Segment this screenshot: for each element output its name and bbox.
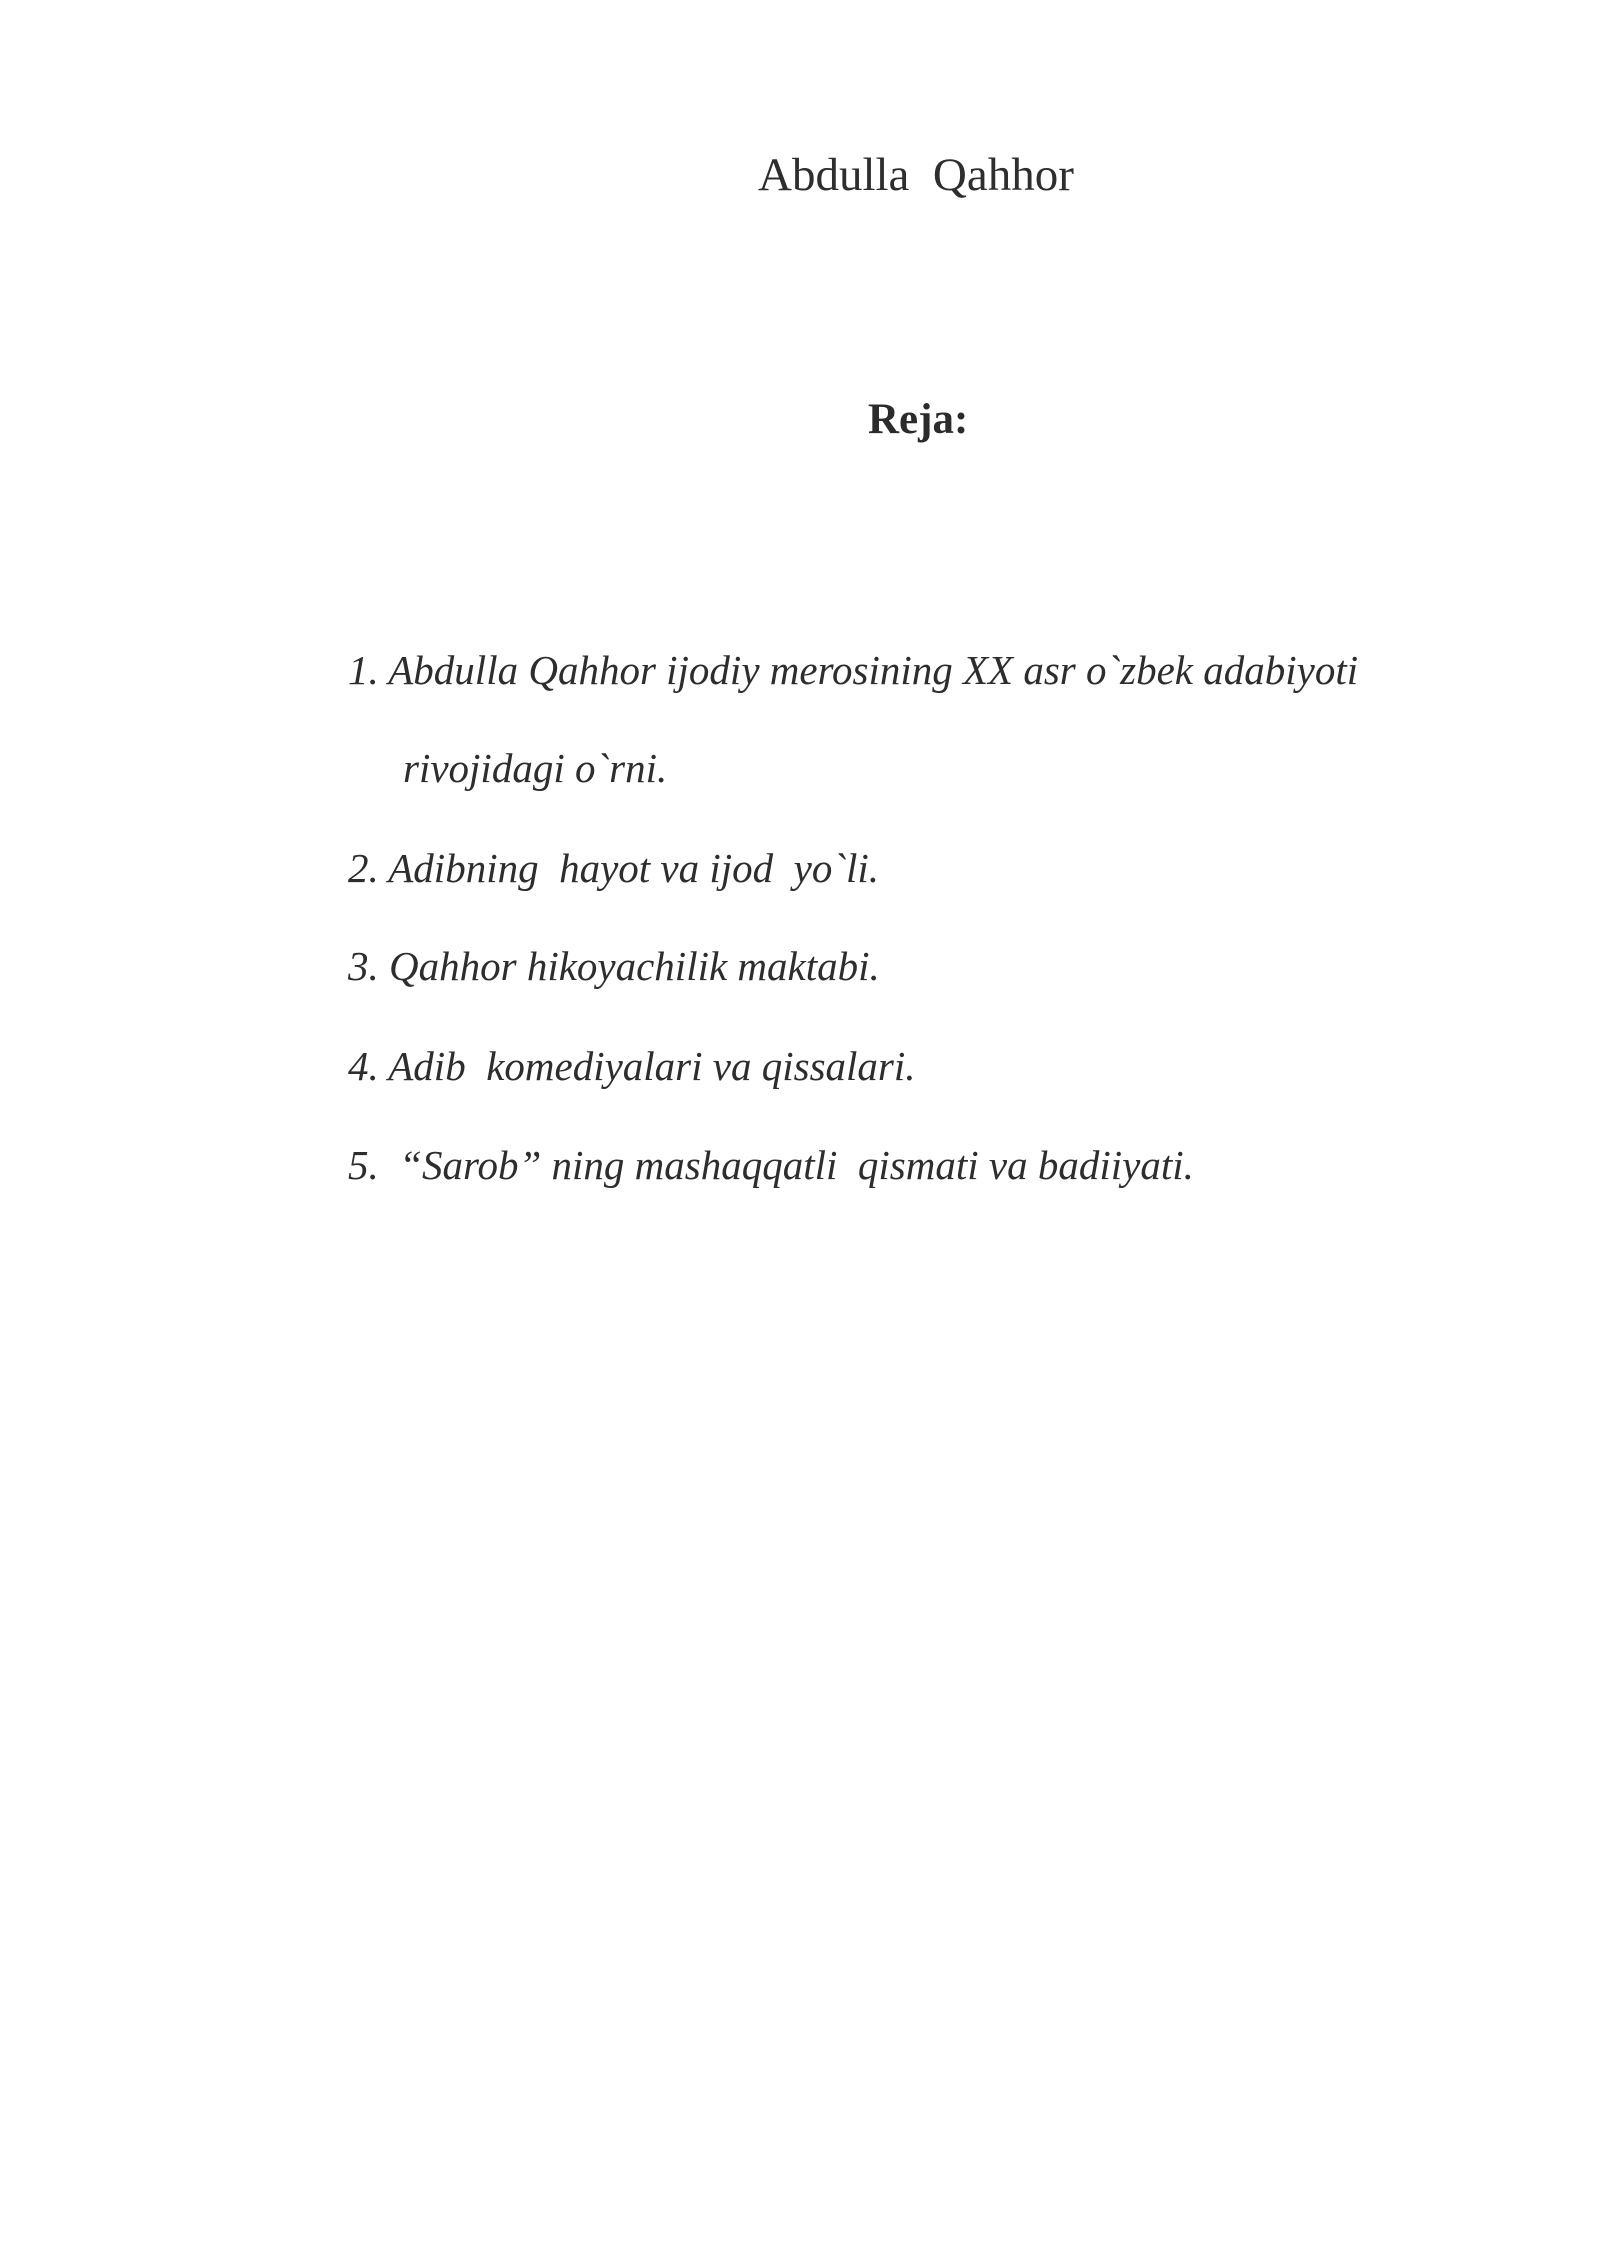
document-title: Abdulla Qahhor bbox=[758, 149, 1074, 201]
plan-item-text: 4. Adib komediyalari va qissalari. bbox=[348, 1043, 916, 1089]
plan-item-continuation: rivojidagi o`rni. bbox=[403, 745, 668, 791]
plan-item-text: 2. Adibning hayot va ijod yo`li. bbox=[348, 845, 880, 891]
plan-item-text: 3. Qahhor hikoyachilik maktabi. bbox=[348, 943, 880, 989]
plan-item-text: 1. Abdulla Qahhor ijodiy merosining XX asr o`zbek adabiyoti bbox=[348, 647, 1359, 693]
plan-item-text: 5. “Sarob” ning mashaqqatli qismati va badiiyati. bbox=[348, 1142, 1194, 1188]
plan-heading: Reja: bbox=[868, 396, 969, 443]
